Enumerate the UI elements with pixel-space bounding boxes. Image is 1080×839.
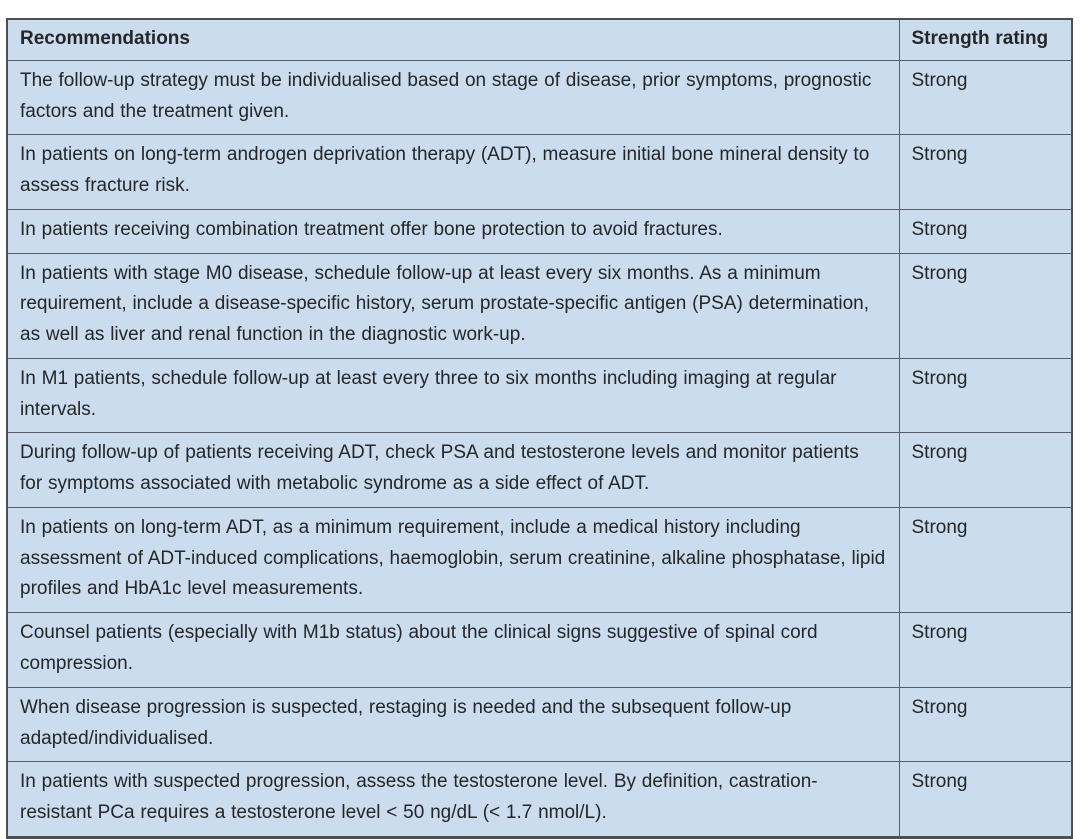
table-header-row	[7, 19, 1072, 60]
table-row	[7, 433, 1072, 508]
strength-cell: Strong	[899, 762, 1072, 838]
strength-cell: Strong	[899, 135, 1072, 210]
strength-cell: Strong	[899, 433, 1072, 508]
table-row	[7, 209, 1072, 253]
recommendation-cell: In patients receiving combination treatment offer bone protection to avoid fractures.	[7, 209, 899, 253]
recommendation-cell: When disease progression is suspected, restaging is needed and the subsequent follow-up adapted/individualised.	[7, 687, 899, 762]
table-row	[7, 253, 1072, 358]
table-row	[7, 687, 1072, 762]
recommendation-cell: In patients with stage M0 disease, schedule follow-up at least every six months. As a minimum requirement, include a disease-specific history, serum prostate-specific antigen (PSA) determination, as well as liver and renal function in the diagnostic work-up.	[7, 253, 899, 358]
strength-cell: Strong	[899, 253, 1072, 358]
strength-cell: Strong	[899, 613, 1072, 688]
strength-cell: Strong	[899, 687, 1072, 762]
table-row	[7, 60, 1072, 135]
recommendation-cell: In M1 patients, schedule follow-up at least every three to six months including imaging at regular intervals.	[7, 358, 899, 433]
recommendation-cell: Counsel patients (especially with M1b status) about the clinical signs suggestive of spinal cord compression.	[7, 613, 899, 688]
strength-cell: Strong	[899, 209, 1072, 253]
strength-cell: Strong	[899, 60, 1072, 135]
recommendation-cell: In patients on long-term androgen deprivation therapy (ADT), measure initial bone mineral density to assess fracture risk.	[7, 135, 899, 210]
table-row	[7, 135, 1072, 210]
recommendations-table	[6, 18, 1073, 839]
table-row	[7, 358, 1072, 433]
strength-rating-column-header: Strength rating	[899, 19, 1072, 60]
recommendations-column-header: Recommendations	[7, 19, 899, 60]
recommendation-cell: The follow-up strategy must be individualised based on stage of disease, prior symptoms, prognostic factors and the treatment given.	[7, 60, 899, 135]
recommendation-cell: During follow-up of patients receiving ADT, check PSA and testosterone levels and monitor patients for symptoms associated with metabolic syndrome as a side effect of ADT.	[7, 433, 899, 508]
strength-cell: Strong	[899, 507, 1072, 612]
table-row	[7, 507, 1072, 612]
recommendation-cell: In patients with suspected progression, assess the testosterone level. By definition, castration-resistant PCa requires a testosterone level < 50 ng/dL (< 1.7 nmol/L).	[7, 762, 899, 838]
strength-cell: Strong	[899, 358, 1072, 433]
table-row	[7, 613, 1072, 688]
table-row	[7, 762, 1072, 838]
recommendation-cell: In patients on long-term ADT, as a minimum requirement, include a medical history including assessment of ADT-induced complications, haemoglobin, serum creatinine, alkaline phosphatase, lipid profiles and HbA1c level measurements.	[7, 507, 899, 612]
